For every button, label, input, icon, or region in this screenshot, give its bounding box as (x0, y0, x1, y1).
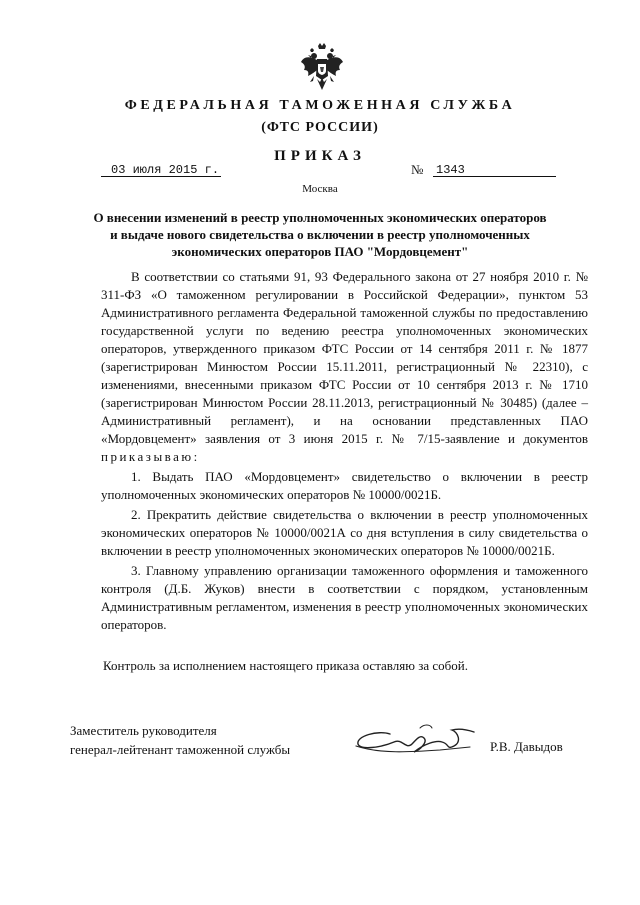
agency-name: ФЕДЕРАЛЬНАЯ ТАМОЖЕННАЯ СЛУЖБА (124, 98, 516, 113)
preamble-paragraph (101, 268, 588, 466)
signer-position-line: Заместитель руководителя (70, 723, 217, 738)
russian-coat-of-arms-icon (300, 42, 344, 94)
agency-short-name: (ФТС РОССИИ) (261, 120, 379, 135)
preamble-text: В соответствии со статьями 91, 93 Федерального закона от 27 ноября 2010 г. № 311-ФЗ «О таможенном регулировании в Российской Федерации», пунктом 53 Административного регламента Федеральной таможенной службы по предоставлению государственной услуги по ведению реестра уполномоченных экономических операторов, утвержденного приказом ФТС России от 14 сентября 2011 г. № 1877 (зарегистрирован Минюстом России 15.11.2011, регистрационный № 22310), с изменениями, внесенными приказом ФТС России от 10 сентября 2013 г. № 1710 (зарегистрирован Минюстом России 28.11.2013, регистрационный № 30485) (далее – Административный регламент), и на основании представленных ПАО «Мордовцемент» заявления от 3 июня 2015 г. № 7/15-заявление и документов (101, 269, 588, 446)
order-item-1: 1. Выдать ПАО «Мордовцемент» свидетельство о включении в реестр уполномоченных экономических операторов № 10000/0021Б. (101, 469, 588, 502)
signer-position (70, 721, 290, 759)
document-heading (60, 209, 580, 260)
document-body (101, 268, 588, 675)
order-item-3: 3. Главному управлению организации таможенного оформления и таможенного контроля (Д.Б. Жуков) внести в соответствии с порядком, установленным Административным регламентом, изменения в реестр уполномоченных экономических операторов. (101, 563, 588, 632)
signer-name: Р.В. Давыдов (490, 739, 563, 754)
order-word: приказываю: (101, 449, 200, 464)
order-date: 03 июля 2015 г. (101, 163, 221, 177)
order-item-2: 2. Прекратить действие свидетельства о включении в реестр уполномоченных экономических операторов № 10000/0021А со дня вступления в силу свидетельства о включении в реестр уполномоченных экономических операторов № 10000/0021Б. (101, 507, 588, 558)
signer-position-line: генерал-лейтенант таможенной службы (70, 742, 291, 757)
number-sign: № (411, 162, 424, 177)
order-number: 1343 (433, 163, 556, 177)
heading-line: О внесении изменений в реестр уполномоченных экономических операторов (93, 210, 547, 225)
heading-line: и выдаче нового свидетельства о включении в реестр уполномоченных (110, 227, 530, 242)
heading-line: экономических операторов ПАО "Мордовцемент" (171, 244, 469, 259)
document-type: ПРИКАЗ (274, 148, 366, 164)
city: Москва (302, 183, 338, 195)
control-statement: Контроль за исполнением настоящего приказа оставляю за собой. (103, 658, 468, 673)
handwritten-signature-icon (350, 720, 480, 762)
